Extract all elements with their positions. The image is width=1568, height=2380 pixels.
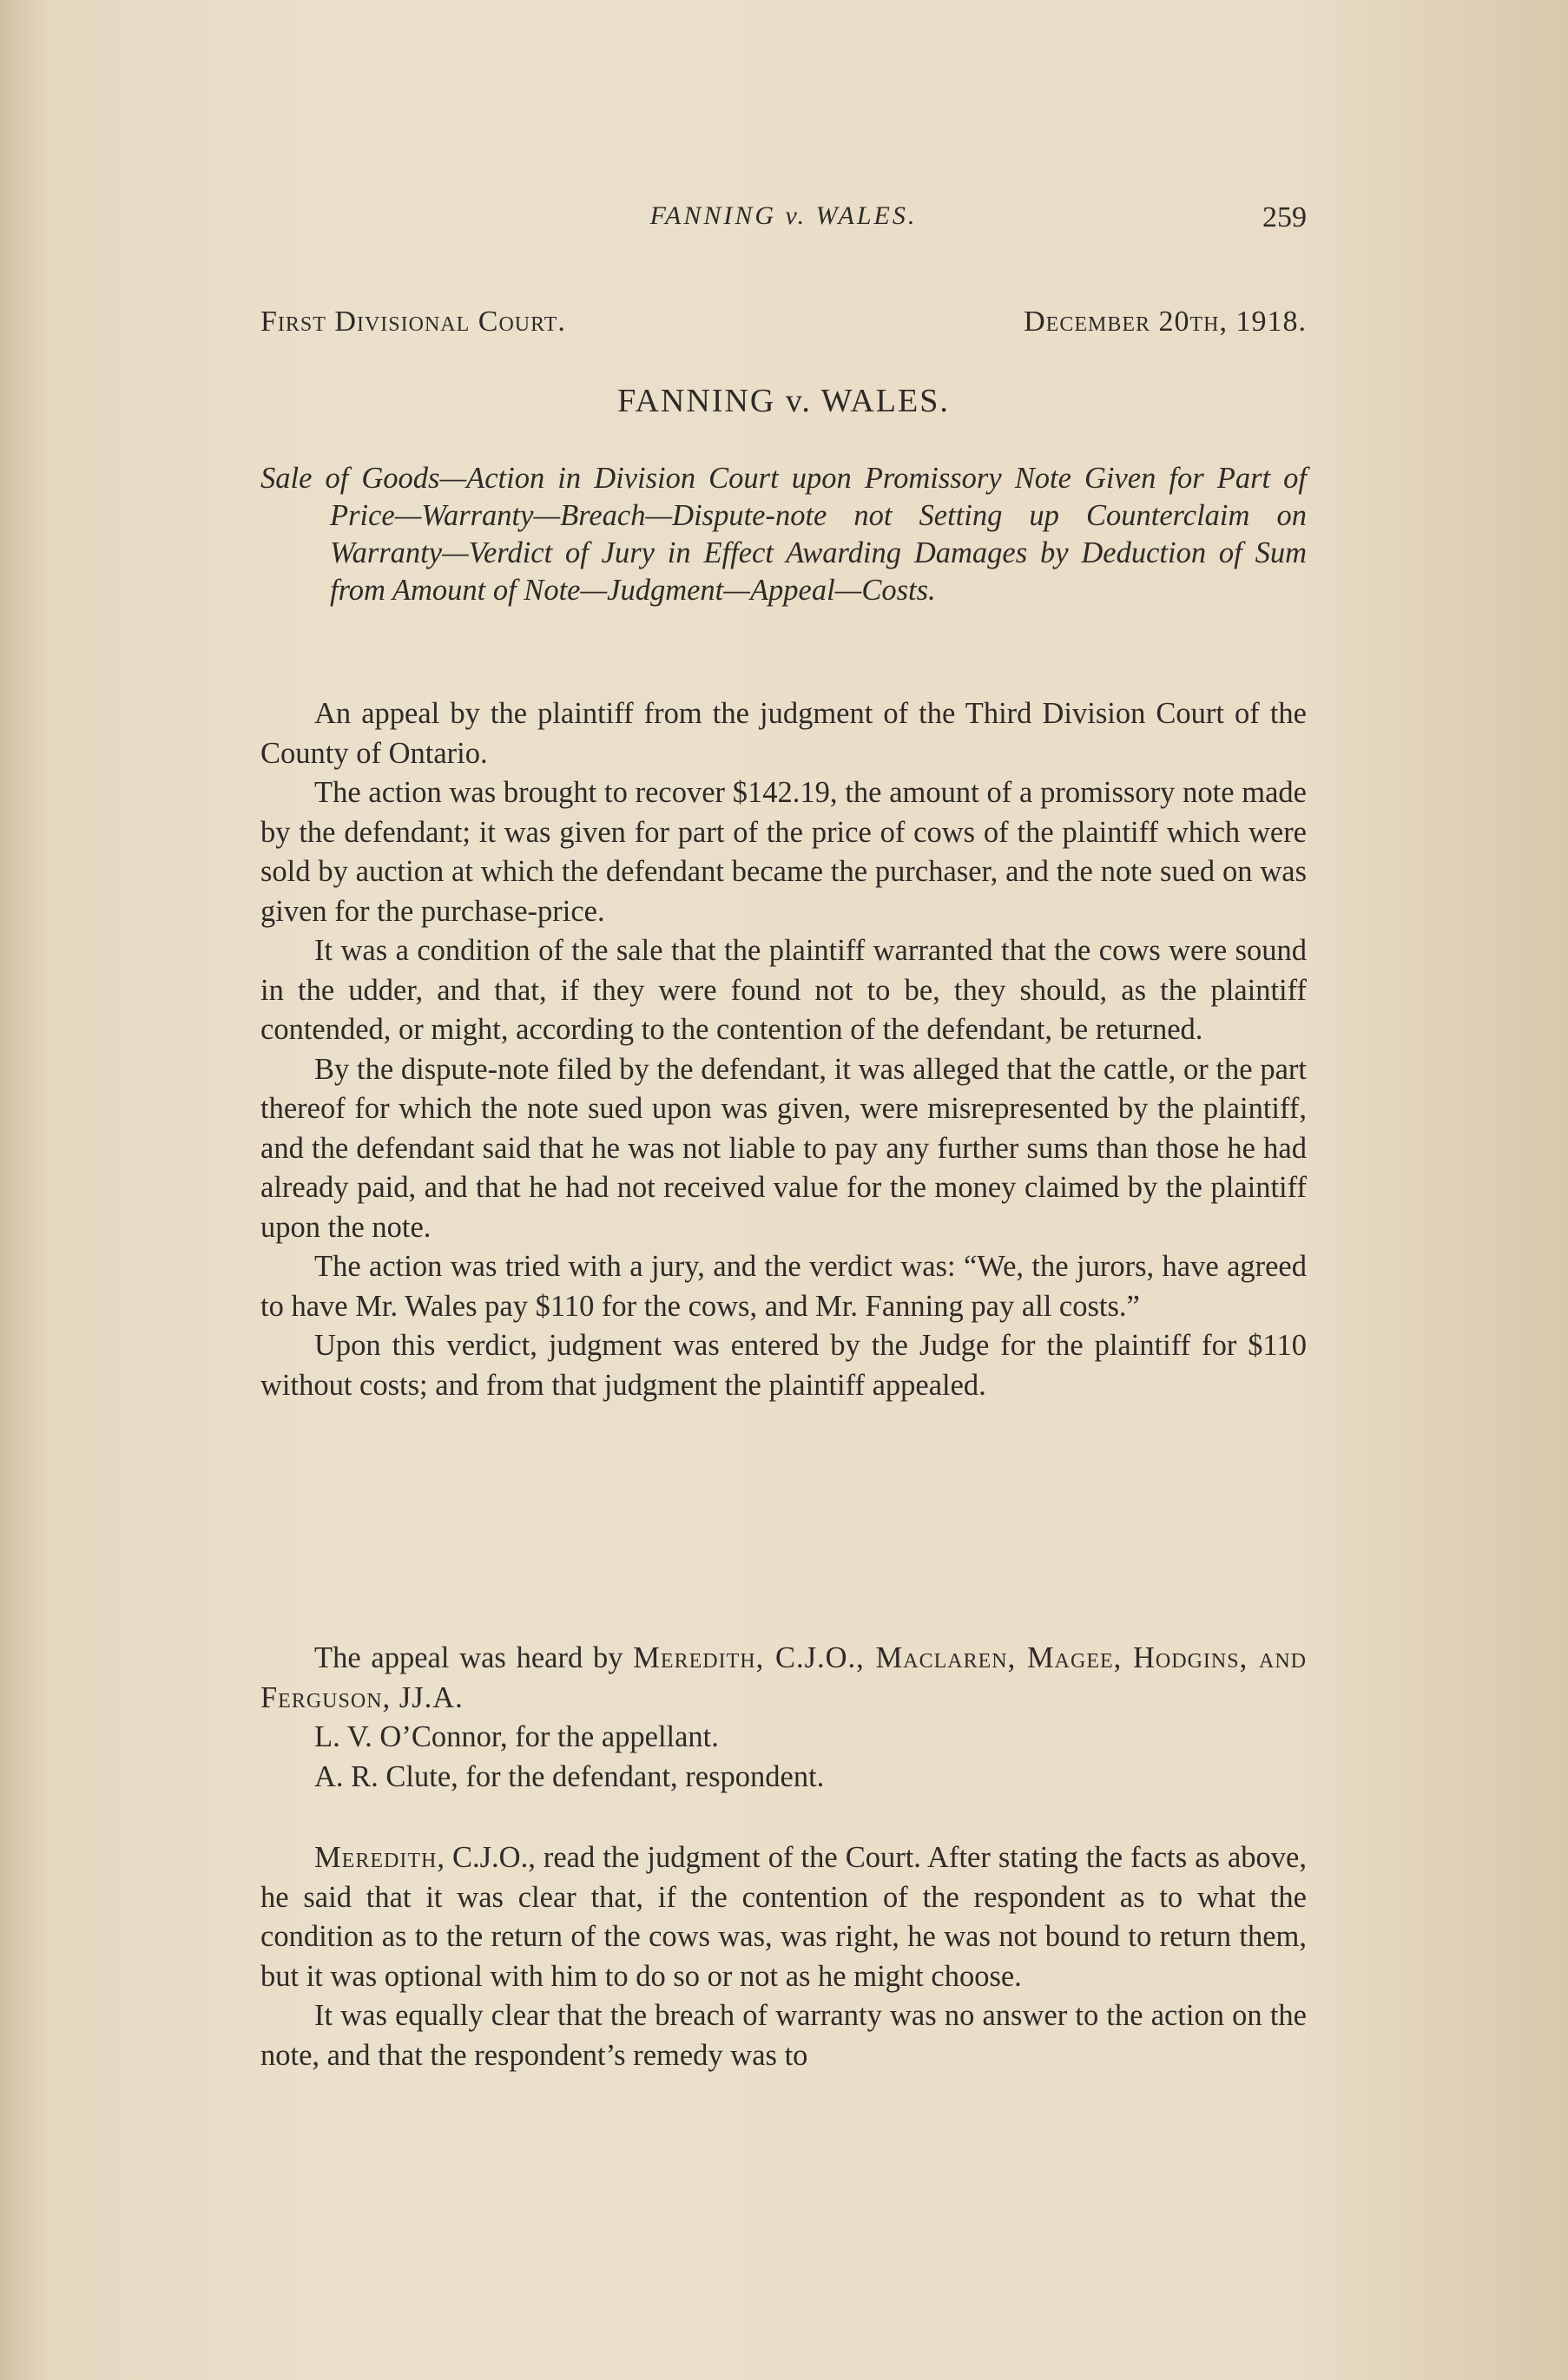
paragraph: Upon this verdict, judgment was entered by the Judge for the plaintiff for $110 without costs; and from that judgment the plaintiff appealed. bbox=[260, 1329, 1307, 1402]
facts-section bbox=[260, 694, 1307, 1405]
judgment-paragraph bbox=[260, 1838, 1307, 1996]
paragraph: It was a condition of the sale that the plaintiff warranted that the cows were sound in the udder, and that, if they were found not to be, they should, as the plaintiff contended, or might, according to the contention of the defendant, be returned. bbox=[260, 934, 1307, 1046]
hearing-section bbox=[260, 1639, 1307, 1797]
counsel-appellant: L. V. O’Connor, for the appellant. bbox=[314, 1720, 719, 1753]
page-number: 259 bbox=[1262, 201, 1307, 233]
judge-name: Meredith bbox=[314, 1841, 438, 1874]
judgment-section bbox=[260, 1838, 1307, 2075]
court-name: First Divisional Court. bbox=[260, 306, 566, 338]
running-head-title: FANNING v. WALES. bbox=[649, 201, 918, 230]
paragraph: The action was tried with a jury, and the verdict was: “We, the jurors, have agreed to have Mr. Wales pay $110 for the cows, and Mr. Fanning pay all costs.” bbox=[260, 1250, 1307, 1323]
running-head bbox=[260, 201, 1307, 245]
headnote-text: Sale of Goods—Action in Division Court upon Promissory Note Given for Part of Price—Warranty—Breach—Dispute-note not Setting up Counterclaim on Warranty—Verdict of Jury in Effect Awarding Damages by Deduction of Sum from Amount of Note—Judgment—Appeal—Costs. bbox=[260, 462, 1307, 607]
paragraph: An appeal by the plaintiff from the judgment of the Third Division Court of the County of Ontario. bbox=[260, 697, 1307, 770]
case-title: FANNING v. WALES. bbox=[617, 383, 950, 419]
headnote bbox=[260, 460, 1307, 609]
decision-date: December 20th, 1918. bbox=[1024, 306, 1307, 338]
hearing-intro: The appeal was heard by bbox=[314, 1641, 634, 1674]
paragraph: It was equally clear that the breach of warranty was no answer to the action on the note, and that the respondent’s remedy was to bbox=[260, 1999, 1307, 2072]
hearing-paragraph bbox=[260, 1639, 1307, 1718]
judges-list: Meredith, C.J.O., Maclaren, Magee, Hodgins, and Ferguson, JJ.A. bbox=[260, 1641, 1307, 1714]
counsel-respondent: A. R. Clute, for the defendant, respondent. bbox=[314, 1759, 825, 1793]
paragraph: The action was brought to recover $142.19, the amount of a promissory note made by the defendant; it was given for part of the price of cows of the plaintiff which were sold by auction at which the defendant became the purchaser, and the note sued on was given for the purchase-price. bbox=[260, 776, 1307, 928]
paragraph: By the dispute-note filed by the defendant, it was alleged that the cattle, or the part thereof for which the note sued upon was given, were misrepresented by the plaintiff, and the defendant said that he was not liable to pay any further sums than those he had already paid, and that he had not received value for the money claimed by the plaintiff upon the note. bbox=[260, 1052, 1307, 1244]
judgment-text: , C.J.O., read the judgment of the Court. After stating the facts as above, he said that it was clear that, if the contention of the respondent as to what the condition as to the return of the cows was, was right, he was not bound to return them, but it was optional with him to do so or not as he might choose. bbox=[260, 1841, 1307, 1993]
